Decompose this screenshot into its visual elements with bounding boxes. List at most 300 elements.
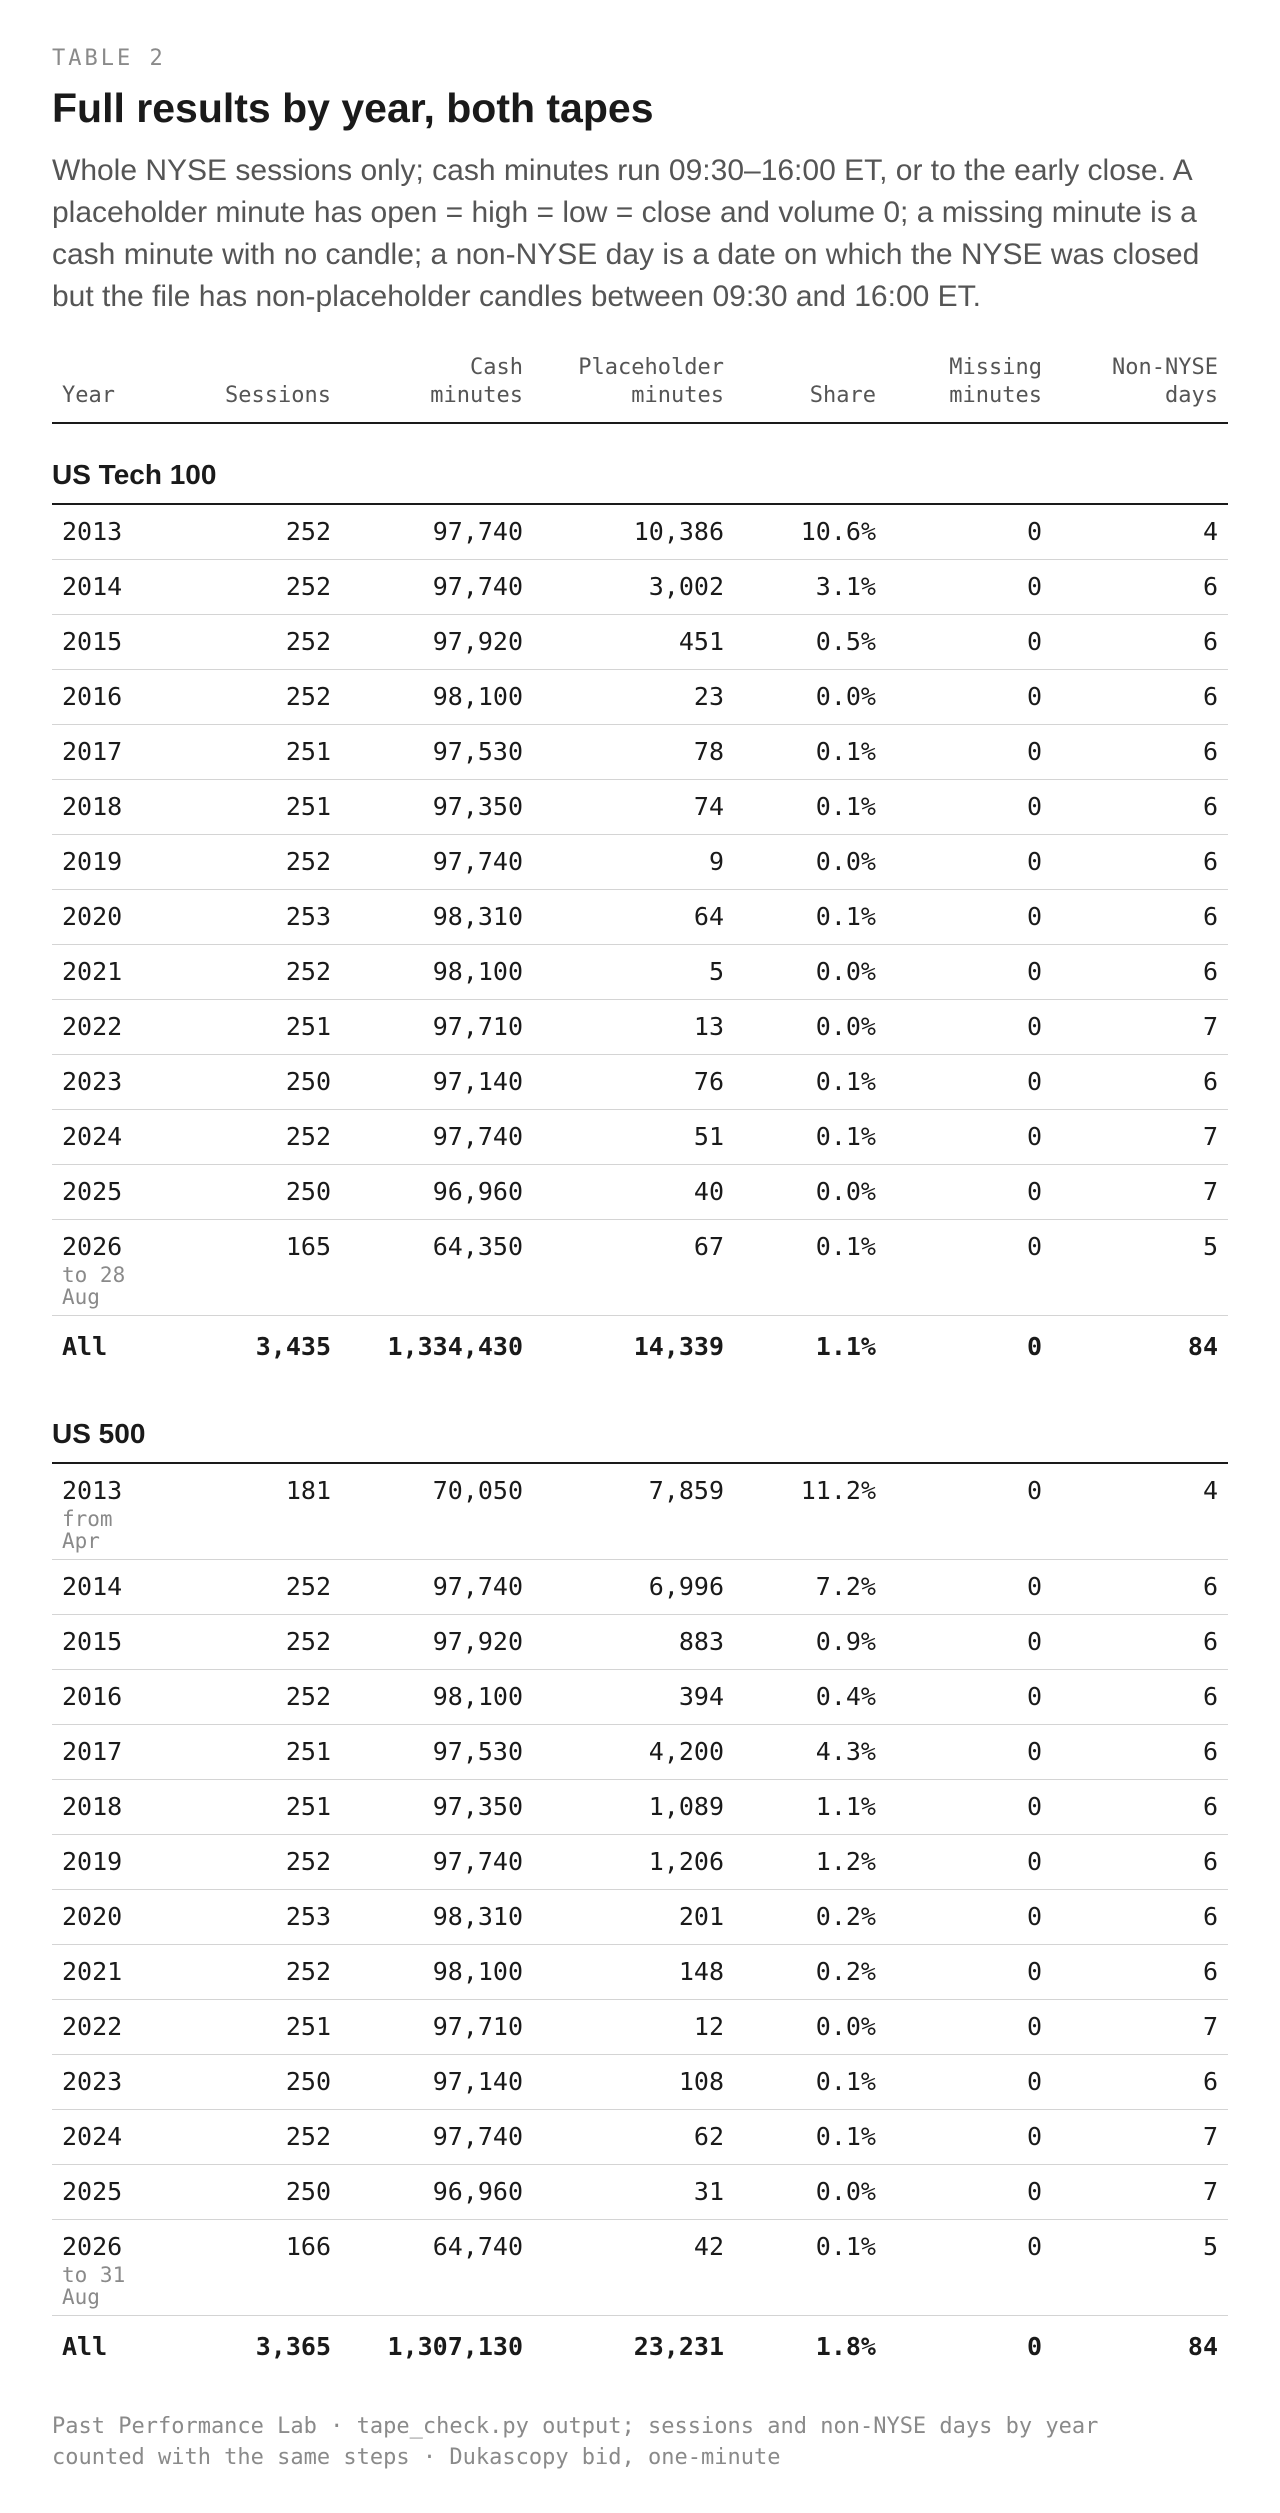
table-cell: 0 xyxy=(886,1615,1052,1670)
year-value: 2022 xyxy=(62,1012,123,1041)
table-cell: 5 xyxy=(533,945,734,1000)
table-row xyxy=(52,945,1228,1000)
year-cell xyxy=(52,504,170,560)
table-row xyxy=(52,1055,1228,1110)
year-cell xyxy=(52,1560,170,1615)
table-cell: 0 xyxy=(886,1890,1052,1945)
table-cell: 40 xyxy=(533,1165,734,1220)
table-cell: 0.0% xyxy=(734,2000,886,2055)
table-cell: 0.0% xyxy=(734,1165,886,1220)
table-cell: 0 xyxy=(886,1725,1052,1780)
table-row xyxy=(52,1560,1228,1615)
column-header-line: Cash xyxy=(470,355,523,380)
table-row xyxy=(52,1670,1228,1725)
table-row xyxy=(52,1463,1228,1560)
table-cell: 252 xyxy=(170,835,341,890)
table-cell: 0 xyxy=(886,725,1052,780)
table-cell: 6 xyxy=(1052,835,1228,890)
table-cell: 4 xyxy=(1052,1463,1228,1560)
total-row xyxy=(52,1316,1228,1378)
table-cell: 97,740 xyxy=(341,1110,533,1165)
table-cell: 98,100 xyxy=(341,945,533,1000)
column-header xyxy=(1052,354,1228,423)
table-row xyxy=(52,890,1228,945)
total-cell: 3,435 xyxy=(255,1332,331,1361)
year-value: 2026 xyxy=(62,1232,123,1261)
total-cell: 0 xyxy=(1026,2332,1042,2361)
year-value: 2014 xyxy=(62,1572,123,1601)
table-cell: 252 xyxy=(170,1945,341,2000)
year-value: 2018 xyxy=(62,792,123,821)
table-cell: 0 xyxy=(886,1780,1052,1835)
table-cell: 0 xyxy=(886,1165,1052,1220)
table-cell: 97,740 xyxy=(341,1835,533,1890)
year-note: from Apr xyxy=(62,1507,113,1553)
total-cell: 3,365 xyxy=(255,2332,331,2361)
table-row xyxy=(52,1000,1228,1055)
table-cell: 6 xyxy=(1052,1890,1228,1945)
table-cell: 0.0% xyxy=(734,1000,886,1055)
table-cell: 0.0% xyxy=(734,2165,886,2220)
table-cell: 97,740 xyxy=(341,504,533,560)
table-cell: 6 xyxy=(1052,1615,1228,1670)
table-cell: 98,310 xyxy=(341,890,533,945)
table-cell: 97,740 xyxy=(341,2110,533,2165)
footer xyxy=(52,2411,1228,2473)
table-cell: 0 xyxy=(886,1560,1052,1615)
table-cell: 6 xyxy=(1052,1835,1228,1890)
table-row xyxy=(52,725,1228,780)
table-cell: 13 xyxy=(533,1000,734,1055)
table-cell: 97,710 xyxy=(341,1000,533,1055)
table-cell: 252 xyxy=(170,504,341,560)
table-cell: 0 xyxy=(886,1945,1052,2000)
year-cell xyxy=(52,1725,170,1780)
table-cell: 0.2% xyxy=(734,1945,886,2000)
table-cell: 0 xyxy=(886,1055,1052,1110)
table-cell: 165 xyxy=(170,1220,341,1316)
table-eyebrow: TABLE 2 xyxy=(52,46,166,71)
column-header-line: Missing xyxy=(949,355,1042,380)
page-title: Full results by year, both tapes xyxy=(52,85,654,131)
table-row xyxy=(52,1835,1228,1890)
table-cell: 3,002 xyxy=(533,560,734,615)
table-cell: 10,386 xyxy=(533,504,734,560)
total-cell: 23,231 xyxy=(633,2332,724,2361)
table-cell: 7 xyxy=(1052,2110,1228,2165)
table-cell: 6 xyxy=(1052,945,1228,1000)
year-cell xyxy=(52,1055,170,1110)
table-cell: 253 xyxy=(170,890,341,945)
year-cell xyxy=(52,560,170,615)
year-cell xyxy=(52,1463,170,1560)
table-cell: 6 xyxy=(1052,670,1228,725)
year-cell xyxy=(52,725,170,780)
table-cell: 1.1% xyxy=(734,1780,886,1835)
table-cell: 252 xyxy=(170,1110,341,1165)
column-header xyxy=(170,354,341,423)
total-cell: 1.8% xyxy=(815,2332,876,2361)
table-cell: 250 xyxy=(170,2055,341,2110)
table-cell: 62 xyxy=(533,2110,734,2165)
table-cell: 251 xyxy=(170,725,341,780)
table-cell: 0 xyxy=(886,2220,1052,2316)
table-cell: 42 xyxy=(533,2220,734,2316)
table-cell: 0.1% xyxy=(734,780,886,835)
year-cell xyxy=(52,2110,170,2165)
table-row xyxy=(52,2220,1228,2316)
year-cell xyxy=(52,1945,170,2000)
header-row xyxy=(52,354,1228,423)
year-cell xyxy=(52,1780,170,1835)
year-value: 2025 xyxy=(62,2177,123,2206)
table-cell: 6 xyxy=(1052,1055,1228,1110)
table-cell: 23 xyxy=(533,670,734,725)
table-cell: 166 xyxy=(170,2220,341,2316)
table-cell: 67 xyxy=(533,1220,734,1316)
table-cell: 0.4% xyxy=(734,1670,886,1725)
table-cell: 0 xyxy=(886,2000,1052,2055)
table-cell: 148 xyxy=(533,1945,734,2000)
table-cell: 4,200 xyxy=(533,1725,734,1780)
table-row xyxy=(52,1165,1228,1220)
table-cell: 251 xyxy=(170,2000,341,2055)
year-value: 2013 xyxy=(62,1476,123,1505)
table-cell: 97,140 xyxy=(341,1055,533,1110)
table-cell: 0.1% xyxy=(734,890,886,945)
table-cell: 253 xyxy=(170,1890,341,1945)
table-cell: 0.1% xyxy=(734,2220,886,2316)
year-value: 2019 xyxy=(62,1847,123,1876)
table-row xyxy=(52,780,1228,835)
table-cell: 97,140 xyxy=(341,2055,533,2110)
year-value: 2023 xyxy=(62,2067,123,2096)
table-cell: 7 xyxy=(1052,2000,1228,2055)
table-cell: 64 xyxy=(533,890,734,945)
table-cell: 0.1% xyxy=(734,1220,886,1316)
table-cell: 252 xyxy=(170,1835,341,1890)
table-cell: 6 xyxy=(1052,890,1228,945)
table-cell: 0 xyxy=(886,615,1052,670)
table-header xyxy=(52,354,1228,423)
year-cell xyxy=(52,1890,170,1945)
table-cell: 0 xyxy=(886,2055,1052,2110)
table-cell: 0 xyxy=(886,890,1052,945)
table-body xyxy=(52,423,1228,2377)
year-cell xyxy=(52,1220,170,1316)
table-row xyxy=(52,1615,1228,1670)
table-cell: 0.0% xyxy=(734,670,886,725)
table-cell: 74 xyxy=(533,780,734,835)
year-cell xyxy=(52,890,170,945)
table-cell: 0.1% xyxy=(734,1110,886,1165)
table-cell: 0 xyxy=(886,1110,1052,1165)
table-row xyxy=(52,2165,1228,2220)
year-value: 2021 xyxy=(62,957,123,986)
column-header-line: minutes xyxy=(430,383,523,408)
table-cell: 201 xyxy=(533,1890,734,1945)
column-header xyxy=(533,354,734,423)
table-description: Whole NYSE sessions only; cash minutes run 09:30–16:00 ET, or to the early close. A placeholder minute has open = high = low = close and volume 0; a missing minute is a cash minute with no candle; a non-NYSE day is a date on which the NYSE was closed but the file has non-placeholder candles between 09:30 and 16:00 ET. xyxy=(52,154,1200,313)
table-cell: 6 xyxy=(1052,560,1228,615)
table-cell: 6 xyxy=(1052,1725,1228,1780)
table-cell: 0 xyxy=(886,1463,1052,1560)
table-cell: 31 xyxy=(533,2165,734,2220)
table-cell: 252 xyxy=(170,1670,341,1725)
table-cell: 181 xyxy=(170,1463,341,1560)
table-cell: 0 xyxy=(886,504,1052,560)
column-header-line: Sessions xyxy=(225,383,331,408)
table-cell: 0.9% xyxy=(734,1615,886,1670)
year-value: 2020 xyxy=(62,1902,123,1931)
table-cell: 250 xyxy=(170,2165,341,2220)
table-cell: 97,350 xyxy=(341,780,533,835)
table-cell: 0 xyxy=(886,560,1052,615)
table-cell: 76 xyxy=(533,1055,734,1110)
table-cell: 0 xyxy=(886,2165,1052,2220)
table-cell: 0.1% xyxy=(734,1055,886,1110)
footer-line-2: counted with the same steps · Dukascopy bid, one-minute xyxy=(52,2445,781,2470)
table-cell: 70,050 xyxy=(341,1463,533,1560)
total-cell: 0 xyxy=(1026,1332,1042,1361)
year-cell xyxy=(52,1835,170,1890)
table-cell: 0 xyxy=(886,1670,1052,1725)
table-cell: 394 xyxy=(533,1670,734,1725)
column-header xyxy=(52,354,170,423)
table-cell: 6 xyxy=(1052,780,1228,835)
table-cell: 5 xyxy=(1052,2220,1228,2316)
year-cell xyxy=(52,2055,170,2110)
table-row xyxy=(52,1110,1228,1165)
table-cell: 7 xyxy=(1052,1165,1228,1220)
table-cell: 78 xyxy=(533,725,734,780)
year-cell xyxy=(52,1000,170,1055)
year-note: to 28 Aug xyxy=(62,1263,126,1309)
table-cell: 108 xyxy=(533,2055,734,2110)
table-cell: 252 xyxy=(170,1615,341,1670)
column-header-line: Share xyxy=(809,383,876,408)
table-cell: 6,996 xyxy=(533,1560,734,1615)
table-cell: 0 xyxy=(886,780,1052,835)
table-cell: 0.0% xyxy=(734,945,886,1000)
table-cell: 0 xyxy=(886,670,1052,725)
year-value: 2024 xyxy=(62,2122,123,2151)
total-row xyxy=(52,2316,1228,2378)
table-cell: 4.3% xyxy=(734,1725,886,1780)
table-cell: 97,350 xyxy=(341,1780,533,1835)
table-row xyxy=(52,2055,1228,2110)
table-cell: 98,100 xyxy=(341,1945,533,2000)
table-cell: 10.6% xyxy=(734,504,886,560)
table-cell: 64,350 xyxy=(341,1220,533,1316)
table-cell: 97,740 xyxy=(341,835,533,890)
table-row xyxy=(52,1890,1228,1945)
year-cell xyxy=(52,615,170,670)
column-header-line: Placeholder xyxy=(578,355,724,380)
table-cell: 9 xyxy=(533,835,734,890)
table-cell: 98,100 xyxy=(341,670,533,725)
year-cell xyxy=(52,1670,170,1725)
year-cell xyxy=(52,2220,170,2316)
year-cell xyxy=(52,1615,170,1670)
table-cell: 1,206 xyxy=(533,1835,734,1890)
results-table xyxy=(52,354,1228,2377)
year-cell xyxy=(52,1165,170,1220)
table-cell: 51 xyxy=(533,1110,734,1165)
table-cell: 0.0% xyxy=(734,835,886,890)
table-row xyxy=(52,1780,1228,1835)
year-value: 2025 xyxy=(62,1177,123,1206)
year-value: 2019 xyxy=(62,847,123,876)
table-row xyxy=(52,1945,1228,2000)
table-cell: 97,530 xyxy=(341,725,533,780)
table-cell: 251 xyxy=(170,1000,341,1055)
table-row xyxy=(52,2000,1228,2055)
year-note: to 31 Aug xyxy=(62,2263,126,2309)
year-cell xyxy=(52,2165,170,2220)
table-cell: 0.5% xyxy=(734,615,886,670)
table-cell: 0 xyxy=(886,945,1052,1000)
total-cell: 1.1% xyxy=(815,1332,876,1361)
table-cell: 12 xyxy=(533,2000,734,2055)
table-cell: 97,530 xyxy=(341,1725,533,1780)
year-value: 2014 xyxy=(62,572,123,601)
total-cell: 84 xyxy=(1187,2332,1218,2361)
year-value: 2020 xyxy=(62,902,123,931)
table-cell: 98,310 xyxy=(341,1890,533,1945)
year-value: 2016 xyxy=(62,1682,123,1711)
table-row xyxy=(52,1220,1228,1316)
year-cell xyxy=(52,2000,170,2055)
section-row xyxy=(52,423,1228,504)
table-row xyxy=(52,2110,1228,2165)
table-cell: 0.2% xyxy=(734,1890,886,1945)
total-label: All xyxy=(62,1332,108,1361)
column-header-line: Year xyxy=(62,383,115,408)
table-cell: 0.1% xyxy=(734,725,886,780)
table-cell: 252 xyxy=(170,670,341,725)
table-cell: 96,960 xyxy=(341,1165,533,1220)
year-cell xyxy=(52,945,170,1000)
table-cell: 1.2% xyxy=(734,1835,886,1890)
table-cell: 6 xyxy=(1052,615,1228,670)
table-cell: 0 xyxy=(886,1000,1052,1055)
table-cell: 7 xyxy=(1052,1000,1228,1055)
table-cell: 6 xyxy=(1052,2055,1228,2110)
table-cell: 6 xyxy=(1052,1780,1228,1835)
table-cell: 252 xyxy=(170,560,341,615)
table-cell: 64,740 xyxy=(341,2220,533,2316)
table-cell: 11.2% xyxy=(734,1463,886,1560)
table-cell: 0 xyxy=(886,1835,1052,1890)
column-header xyxy=(341,354,533,423)
table-cell: 98,100 xyxy=(341,1670,533,1725)
table-cell: 252 xyxy=(170,945,341,1000)
table-cell: 250 xyxy=(170,1165,341,1220)
table-cell: 97,740 xyxy=(341,1560,533,1615)
year-value: 2018 xyxy=(62,1792,123,1821)
table-cell: 97,920 xyxy=(341,1615,533,1670)
table-cell: 451 xyxy=(533,615,734,670)
table-cell: 251 xyxy=(170,1780,341,1835)
table-row xyxy=(52,615,1228,670)
year-cell xyxy=(52,670,170,725)
column-header xyxy=(886,354,1052,423)
year-cell xyxy=(52,835,170,890)
table-cell: 4 xyxy=(1052,504,1228,560)
year-value: 2021 xyxy=(62,1957,123,1986)
total-label: All xyxy=(62,2332,108,2361)
column-header-line: Non-NYSE xyxy=(1112,355,1218,380)
column-header xyxy=(734,354,886,423)
table-cell: 6 xyxy=(1052,725,1228,780)
table-cell: 252 xyxy=(170,615,341,670)
year-value: 2015 xyxy=(62,1627,123,1656)
table-cell: 251 xyxy=(170,780,341,835)
year-value: 2022 xyxy=(62,2012,123,2041)
year-value: 2016 xyxy=(62,682,123,711)
table-cell: 0 xyxy=(886,2110,1052,2165)
year-cell xyxy=(52,1110,170,1165)
year-value: 2013 xyxy=(62,517,123,546)
table-row xyxy=(52,670,1228,725)
year-cell xyxy=(52,780,170,835)
table-cell: 7,859 xyxy=(533,1463,734,1560)
year-value: 2024 xyxy=(62,1122,123,1151)
table-cell: 251 xyxy=(170,1725,341,1780)
year-value: 2015 xyxy=(62,627,123,656)
table-cell: 883 xyxy=(533,1615,734,1670)
table-cell: 0.1% xyxy=(734,2110,886,2165)
table-cell: 0.1% xyxy=(734,2055,886,2110)
year-value: 2026 xyxy=(62,2232,123,2261)
year-value: 2017 xyxy=(62,1737,123,1766)
year-value: 2023 xyxy=(62,1067,123,1096)
total-cell: 84 xyxy=(1187,1332,1218,1361)
table-cell: 6 xyxy=(1052,1670,1228,1725)
table-cell: 97,710 xyxy=(341,2000,533,2055)
table-row xyxy=(52,504,1228,560)
table-cell: 6 xyxy=(1052,1945,1228,2000)
total-cell: 1,307,130 xyxy=(387,2332,523,2361)
table-row xyxy=(52,560,1228,615)
table-cell: 252 xyxy=(170,2110,341,2165)
table-cell: 97,920 xyxy=(341,615,533,670)
table-cell: 5 xyxy=(1052,1220,1228,1316)
section-title: US Tech 100 xyxy=(52,423,1228,504)
table-cell: 1,089 xyxy=(533,1780,734,1835)
table-cell: 0 xyxy=(886,1220,1052,1316)
total-cell: 1,334,430 xyxy=(387,1332,523,1361)
column-header-line: days xyxy=(1165,383,1218,408)
section-row xyxy=(52,1377,1228,1463)
column-header-line: minutes xyxy=(949,383,1042,408)
table-cell: 7.2% xyxy=(734,1560,886,1615)
table-cell: 250 xyxy=(170,1055,341,1110)
table-row xyxy=(52,835,1228,890)
table-cell: 252 xyxy=(170,1560,341,1615)
table-cell: 96,960 xyxy=(341,2165,533,2220)
section-title: US 500 xyxy=(52,1377,1228,1463)
table-cell: 3.1% xyxy=(734,560,886,615)
column-header-line: minutes xyxy=(631,383,724,408)
table-cell: 97,740 xyxy=(341,560,533,615)
table-row xyxy=(52,1725,1228,1780)
year-value: 2017 xyxy=(62,737,123,766)
table-cell: 7 xyxy=(1052,1110,1228,1165)
table-cell: 6 xyxy=(1052,1560,1228,1615)
table-cell: 0 xyxy=(886,835,1052,890)
